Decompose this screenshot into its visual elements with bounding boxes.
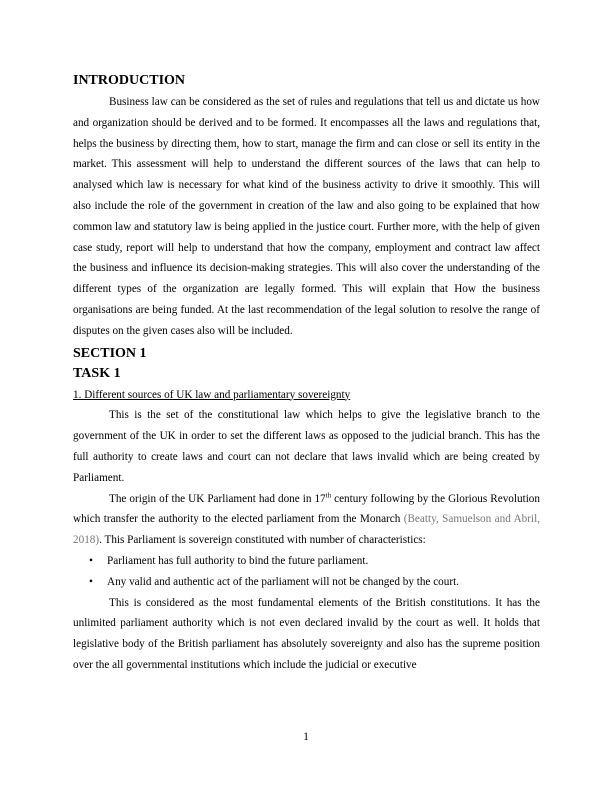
characteristics-list <box>73 551 540 593</box>
paragraph-parliament-origin <box>73 489 540 551</box>
citation: (Beatty, Samuelson and Abril, 2018) <box>73 513 541 547</box>
page-number: 1 <box>303 731 309 743</box>
heading-task-1: TASK 1 <box>73 365 121 381</box>
ordinal-superscript: th <box>325 490 332 499</box>
list-item <box>73 551 540 572</box>
list-item <box>73 572 540 593</box>
origin-text-middle: century following by the Glorious Revolution which transfer the authority to the elected parliament from the Monarch <box>73 492 540 526</box>
origin-text-end: . This Parliament is sovereign constituted with number of characteristics: <box>99 534 426 547</box>
bullet-icon: • <box>89 575 93 588</box>
list-item-text: Any valid and authentic act of the parliament will not be changed by the court. <box>107 575 459 588</box>
bullet-icon: • <box>89 554 93 567</box>
paragraph-constitutional-law: This is the set of the constitutional law which helps to give the legislative branch to the government of the UK in order to set the different laws as opposed to the judicial branch. This has the full authority to create laws and court can not declare that laws invalid which are being created by Parliament. <box>73 409 540 484</box>
heading-introduction: INTRODUCTION <box>73 73 186 88</box>
paragraph-fundamental-elements: This is considered as the most fundamental elements of the British constitutions. It has the unlimited parliament authority which is not even declared invalid by the court as well. It holds that legislative body of the British parliament has absolutely sovereignty and also has the supreme position over the all governmental institutions which include the judicial or executive <box>73 596 540 671</box>
subheading-sources-of-law: 1. Different sources of UK law and parliamentary sovereignty <box>73 388 351 401</box>
heading-section-1: SECTION 1 <box>73 345 147 361</box>
document-page <box>73 72 540 676</box>
origin-text-start: The origin of the UK Parliament had done in 17 <box>109 492 326 505</box>
intro-paragraph: Business law can be considered as the set of rules and regulations that tell us and dictate us how and organization should be derived and to be formed. It encompasses all the laws and regulations that, helps the business by directing them, how to start, manage the firm and can close or sell its entity in the market. This assessment will help to understand the different sources of the laws that can help to analysed which law is necessary for what kind of the business activity to drive it smoothly. This will also include the role of the government in creation of the law and also going to be explained that how common law and statutory law is being applied in the justice court. Further more, with the help of given case study, report will help to understand that how the company, employment and contract law affect the business and influence its decision-making strategies. This will also cover the understanding of the different types of the organization are legally formed. This will explain that How the business organisations are being funded. At the last recommendation of the legal solution to resolve the range of disputes on the given cases also will be included. <box>73 96 540 337</box>
list-item-text: Parliament has full authority to bind the future parliament. <box>107 554 369 567</box>
